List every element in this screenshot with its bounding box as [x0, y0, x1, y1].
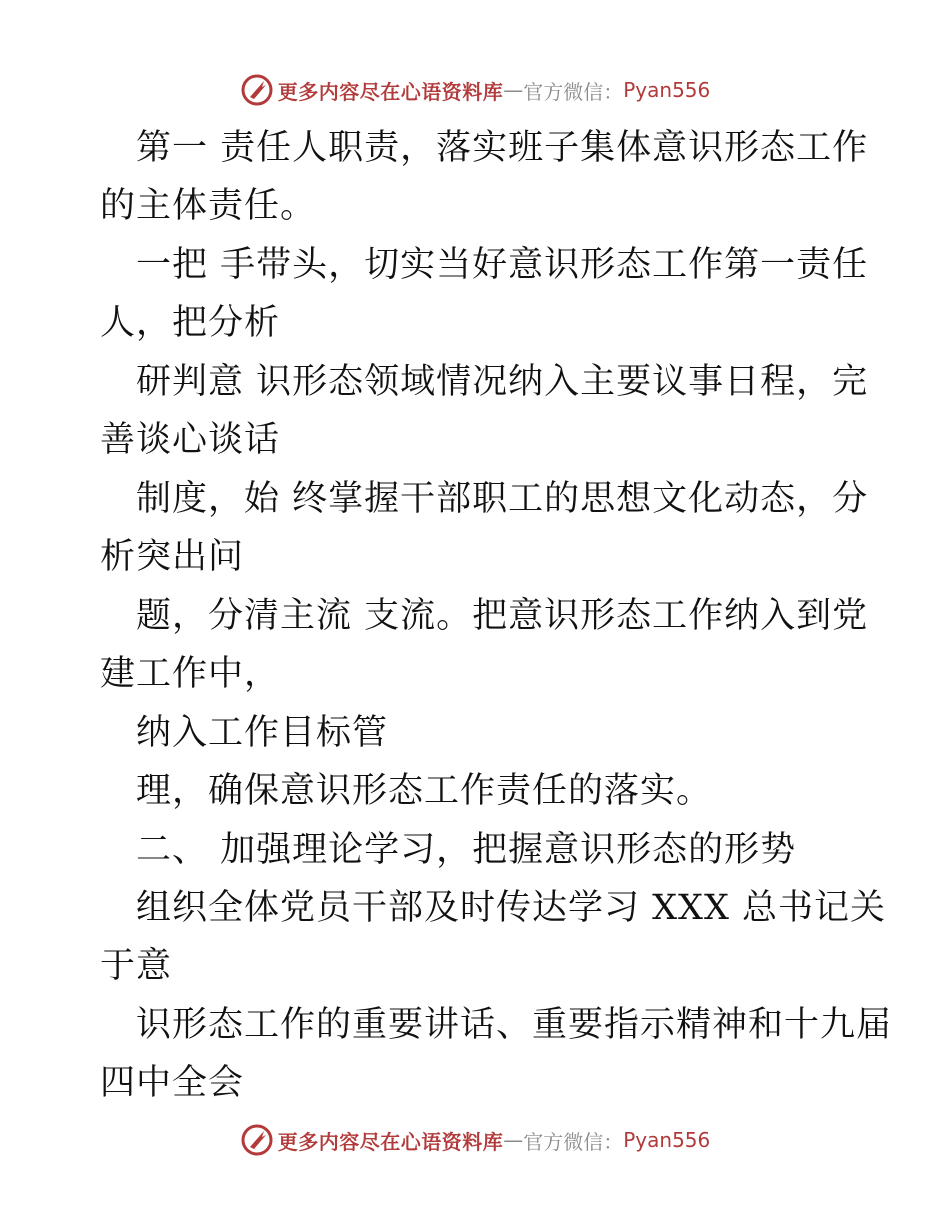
- watermark-brand: 更多内容尽在心语资料库: [277, 79, 504, 104]
- text-line: 善谈心谈话: [100, 420, 281, 460]
- text-line: 研判意 识形态领域情况纳入主要议事日程，完: [136, 362, 869, 402]
- quill-logo-icon: [240, 73, 274, 107]
- text-line: 理，确保意识形态工作责任的落实。: [136, 771, 713, 811]
- text-line: 识形态工作的重要讲话、重要指示精神和十九届: [136, 1005, 893, 1045]
- text-line: 组织全体党员干部及时传达学习 XXX 总书记关: [136, 888, 887, 928]
- watermark-separator: —: [503, 78, 524, 102]
- text-line: 四中全会: [100, 1063, 245, 1103]
- watermark-id: Pyan556: [623, 78, 711, 102]
- text-line: 于意: [100, 946, 173, 986]
- text-line: 建工作中，: [100, 654, 281, 694]
- footer-watermark: [0, 1120, 950, 1160]
- text-line: 析突出问: [100, 537, 245, 577]
- text-line: 人，把分析: [100, 303, 281, 343]
- text-line: 制度，始 终掌握干部职工的思想文化动态，分: [136, 479, 869, 519]
- text-line: 二、 加强理论学习，把握意识形态的形势: [136, 830, 797, 870]
- header-watermark: [0, 70, 950, 110]
- text-line: 题，分清主流 支流。把意识形态工作纳入到党: [136, 596, 869, 636]
- text-line: 纳入工作目标管: [136, 713, 389, 753]
- quill-logo-icon: [240, 1123, 274, 1157]
- watermark-separator: —: [503, 1128, 524, 1152]
- watermark-official: 官方微信：: [523, 79, 624, 104]
- watermark-official: 官方微信：: [523, 1129, 624, 1154]
- watermark-brand: 更多内容尽在心语资料库: [277, 1129, 504, 1154]
- text-line: 第一 责任人职责，落实班子集体意识形态工作: [136, 128, 869, 168]
- text-line: 一把 手带头，切实当好意识形态工作第一责任: [136, 245, 869, 285]
- watermark-id: Pyan556: [623, 1128, 711, 1152]
- text-line: 的主体责任。: [100, 186, 317, 226]
